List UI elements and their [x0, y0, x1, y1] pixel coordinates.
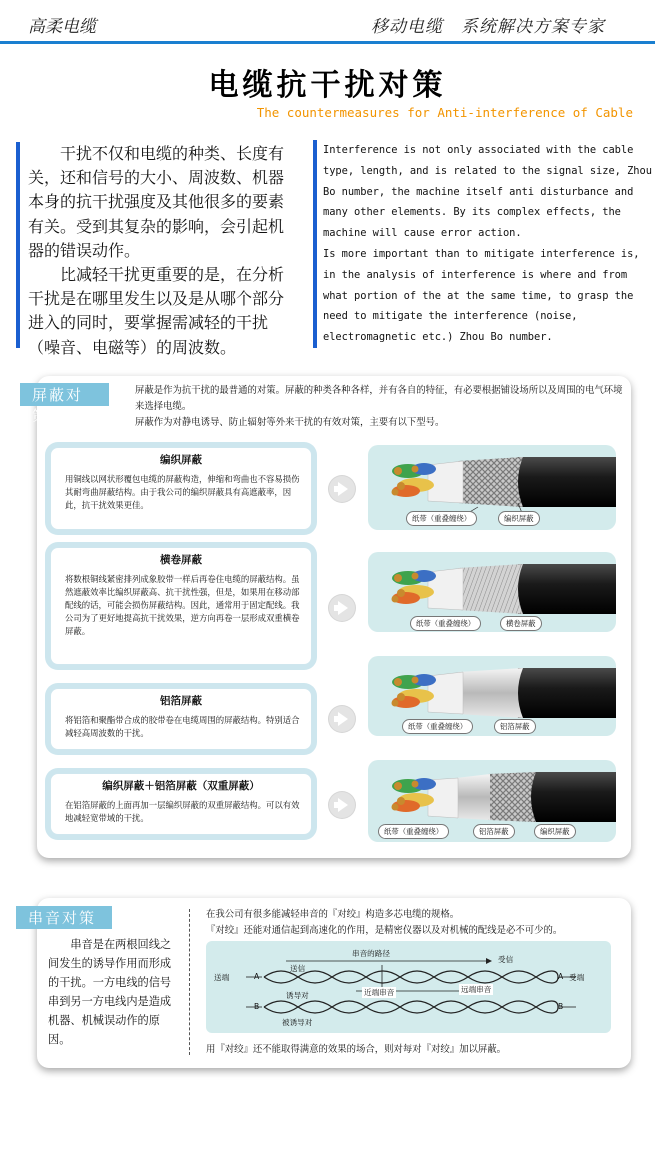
braided-shield-desc: 用铜线以网状形覆包电缆的屏蔽构造，伸缩和弯曲也不容易损伤其耐弯曲屏蔽结构。由于我公司的编织屏蔽具有高遮蔽率，因此，抗干扰效果更佳。: [65, 474, 300, 510]
cable-label: 纸带（重叠缠绕）: [402, 719, 473, 734]
twisted-pair-icon: [206, 941, 611, 1033]
pair-b-right-label: B: [558, 1002, 564, 1011]
receive-end-label: 受端: [569, 973, 585, 982]
foil-shield-box: [50, 688, 312, 750]
double-cable-illustration: [368, 760, 616, 842]
page-title: 电缆抗干扰对策: [208, 68, 447, 103]
foil-cable-illustration: [368, 656, 616, 736]
page-subtitle: The countermeasures for Anti-interference of Cable: [256, 105, 633, 120]
crosstalk-top-line-2: 『对绞』还能对通信起到高速化的作用，是精密仪器以及对机械的配线是必不可少的。: [206, 924, 563, 936]
crosstalk-bottom-text: 用『对绞』还不能取得满意的效果的场合，则对每对『对绞』加以屏蔽。: [206, 1044, 507, 1055]
crosstalk-top-line-1: 在我公司有很多能减轻串音的『对绞』构造多芯电缆的规格。: [206, 909, 460, 920]
foil-shield-title: 铝箔屏蔽: [160, 695, 202, 707]
cable-label: 横卷屏蔽: [500, 616, 542, 631]
spiral-cable-illustration: [368, 552, 616, 632]
spiral-shield-box: [50, 547, 312, 665]
crosstalk-desc-text: 串音是在两根回线之间发生的诱导作用而形成的干扰。一方电线的信号串到另一方电线内是造成机器、机械误动作的原因。: [48, 938, 172, 1046]
cable-label: 纸带（重叠缠绕）: [410, 616, 481, 631]
inducing-pair-label: 诱导对: [286, 991, 309, 1000]
cable-label: 铝箔屏蔽: [494, 719, 536, 734]
divider: [189, 909, 190, 1055]
braided-shield-title: 编织屏蔽: [160, 454, 202, 466]
cable-label: 编织屏蔽: [498, 511, 540, 526]
send-label: 送信: [290, 964, 306, 973]
crosstalk-top-text: [206, 907, 626, 938]
near-end-crosstalk-label: 近端串音: [364, 988, 395, 997]
cable-label: 纸带（重叠缠绕）: [378, 824, 449, 839]
shielding-tag: 屏蔽对策: [20, 383, 109, 406]
cable-spiral-icon: [368, 552, 616, 632]
send-end-label: 送端: [214, 973, 230, 982]
spiral-shield-desc: 将数根铜线紧密排列成象胶带一样后再卷住电缆的屏蔽结构。虽然遮蔽效率比编织屏蔽高、抗干扰性强，但是，如果用在移动部配线的话，可能会损伤屏蔽结构。因此，通常用于固定配线。我公司为了更好地提高抗干扰效果，逆方向再卷一层形成双重横卷屏蔽。: [65, 574, 300, 636]
receive-label: 受信: [498, 955, 514, 964]
slogan: [353, 12, 605, 37]
double-shield-box: [50, 773, 312, 835]
pair-a-left-label: A: [254, 972, 260, 981]
shielding-intro-line-1: 屏蔽是作为抗干扰的最普通的对策。屏蔽的种类各种各样，并有各自的特征，有必要根据铺设场所以及周围的电气环境来选择电缆。: [135, 385, 623, 412]
cable-label: 铝箔屏蔽: [473, 824, 515, 839]
intro-en-paragraph-2: Is more important than to mitigate interference is, in the analysis of interference is where and from what portion of the at the same time, to grasp the need to mitigate the interference (noise, electromagnetic etc.) Zhou Bo number.: [323, 247, 640, 344]
braided-shield-box: [50, 447, 312, 530]
slogan-right: 系统解决方案专家: [461, 17, 605, 37]
shielding-intro: [135, 383, 625, 431]
twisted-pair-diagram: [206, 941, 611, 1033]
pair-a-right-label: A: [558, 972, 564, 981]
pair-b-left-label: B: [254, 1002, 260, 1011]
foil-shield-desc: 将铝箔和聚酯带合成的胶带卷在电缆周围的屏蔽结构。特别适合减轻高周波数的干扰。: [65, 715, 300, 738]
page-header: [0, 0, 655, 44]
intro-en-paragraph-1: Interference is not only associated with the cable type, length, and is related to the signal size, Zhou Bo number, the machine itself anti disturbance and many other elements. By its complex effects, the machine will cause error action.: [323, 144, 652, 240]
braided-cable-illustration: [368, 445, 616, 530]
crosstalk-tag: 串音对策: [16, 906, 112, 929]
far-end-crosstalk-label: 远端串音: [461, 985, 492, 994]
intro-cn-paragraph-1: 干扰不仅和电缆的种类、长度有关，还和信号的大小、周波数、机器本身的抗干扰强度及其他很多的要素有关。受到其复杂的影响，会引起机器的错误动作。: [28, 144, 285, 260]
cable-label: 纸带（重叠缠绕）: [406, 511, 477, 526]
slogan-left: 移动电缆: [371, 17, 443, 37]
double-shield-title: 编织屏蔽＋铝箔屏蔽（双重屏蔽）: [102, 780, 260, 792]
arrow-right-icon: [329, 792, 355, 818]
shielding-intro-line-2: 屏蔽作为对静电诱导、防止辐射等外来干扰的有效对策，主要有以下型号。: [135, 417, 445, 428]
intro-chinese: [16, 142, 298, 357]
induced-pair-label: 被诱导对: [282, 1018, 313, 1027]
cable-label: 编织屏蔽: [534, 824, 576, 839]
crosstalk-path-label: 串音的路径: [352, 949, 390, 958]
brand-text: 高柔电缆: [28, 17, 96, 37]
arrow-right-icon: [329, 595, 355, 621]
arrow-right-icon: [329, 476, 355, 502]
intro-cn-paragraph-2: 比减轻干扰更重要的是，在分析干扰是在哪里发生以及是从哪个部分进入的同时，要掌握需减轻的干扰（噪音、电磁等）的周波数。: [28, 265, 285, 357]
intro-english: [313, 140, 653, 348]
crosstalk-description: [48, 935, 178, 1049]
spiral-shield-title: 横卷屏蔽: [160, 554, 202, 566]
arrow-right-icon: [329, 706, 355, 732]
double-shield-desc: 在铝箔屏蔽的上面再加一层编织屏蔽的双重屏蔽结构。可以有效地减轻宽带域的干扰。: [65, 800, 300, 823]
